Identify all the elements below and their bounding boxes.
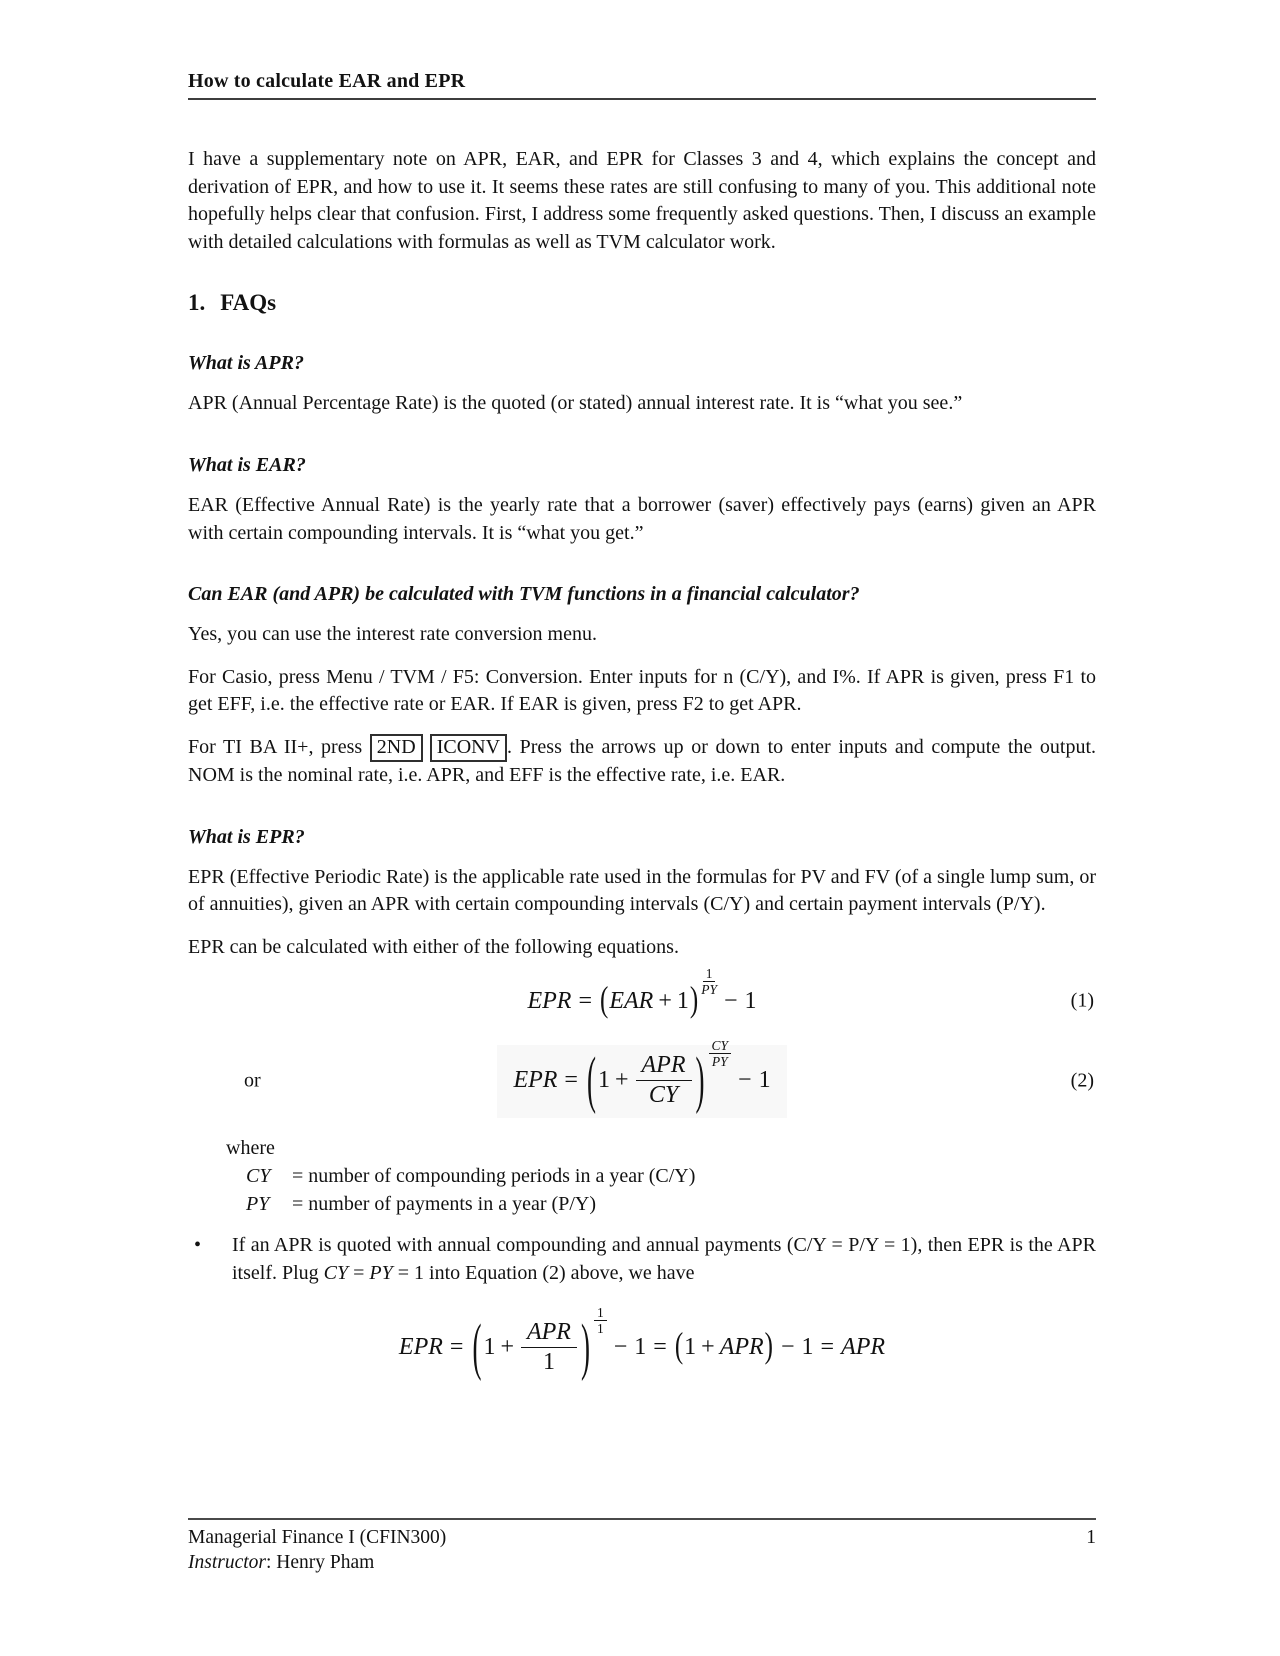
math-one: 1 [597, 1066, 610, 1093]
math-var-apr: APR [719, 1333, 764, 1360]
math-plus: + [614, 1066, 629, 1093]
math-one: 1 [483, 1333, 496, 1360]
faq-answer-ear: EAR (Effective Annual Rate) is the yearly rate that a borrower (saver) effectively pays (earns) given an APR with certain compounding intervals. It is “what you get.” [188, 493, 1096, 544]
section-heading [188, 290, 1096, 316]
equation-2-body [497, 1037, 786, 1118]
math-plus: + [500, 1333, 514, 1360]
footer-instructor-label: Instructor [188, 1552, 266, 1573]
math-one: 1 [684, 1333, 697, 1360]
bullet-icon: • [194, 1234, 202, 1257]
exponent-numerator: CY [709, 1038, 732, 1054]
key-iconv-box: ICONV [430, 734, 507, 762]
footer-row-instructor [188, 1550, 1096, 1575]
math-minus: − [613, 1333, 628, 1360]
math-one: 1 [758, 1066, 771, 1093]
math-var-py: PY [369, 1261, 393, 1284]
answer-epr-definition: EPR (Effective Periodic Rate) is the applicable rate used in the formulas for PV and FV (of a single lump sum, or of annuities), given an APR with certain compounding intervals (C/Y) and certain payment intervals (P/Y). [188, 865, 1096, 916]
fraction-numerator: APR [521, 1319, 577, 1348]
section-title: FAQs [220, 290, 277, 316]
key-2nd-box: 2ND [370, 734, 423, 762]
equation-3 [188, 1299, 1096, 1395]
equation-1 [188, 965, 1096, 1033]
exponent-numerator: 1 [703, 966, 716, 982]
math-var-epr: EPR [513, 1066, 558, 1093]
math-one: 1 [676, 987, 689, 1014]
intro-paragraph: I have a supplementary note on APR, EAR, and EPR for Classes 3 and 4, which explains the concept and derivation of EPR, and how to use it. It seems these rates are still confusing to many of you. This additional note hopefully helps clear that confusion. First, I address some frequently asked questions. Then, I discuss an example with detailed calculations with formulas as well as TVM calculator work. [188, 148, 1096, 253]
math-one: 1 [744, 987, 757, 1014]
exponent-denominator: PY [711, 1053, 728, 1069]
document-title: How to calculate EAR and EPR [188, 70, 466, 92]
footer-instructor-name: : Henry Pham [266, 1552, 375, 1573]
exponent-fraction [701, 966, 717, 997]
paren-close: ) [695, 1043, 705, 1115]
definition-cy [246, 1163, 1096, 1191]
footer-course: Managerial Finance I (CFIN300) [188, 1527, 447, 1548]
math-equals: = [578, 987, 593, 1014]
document-header [188, 70, 1096, 100]
equation-1-number: (1) [1070, 989, 1094, 1012]
paren-open: ( [674, 1326, 684, 1367]
equation-2 [188, 1037, 1096, 1125]
bullet-item [188, 1232, 1096, 1287]
math-var-ear: EAR [609, 987, 654, 1014]
equation-2-number: (2) [1070, 1069, 1094, 1092]
math-plus: + [658, 987, 672, 1014]
answer-casio: For Casio, press Menu / TVM / F5: Conversion. Enter inputs for n (C/Y), and I%. If APR is given, press F1 to get EFF, i.e. the effective rate or EAR. If EAR is given, press F2 to get APR. [188, 665, 1096, 716]
definition-text: = number of compounding periods in a year (C/Y) [292, 1164, 696, 1187]
definition-symbol: CY [246, 1164, 271, 1187]
section-number: 1. [188, 290, 206, 316]
math-equals: = [564, 1066, 578, 1093]
math-plus: + [701, 1333, 715, 1360]
fraction-apr-1 [521, 1319, 577, 1376]
fraction-denominator: CY [648, 1081, 679, 1108]
bullet-text [232, 1232, 1096, 1287]
math-equals: = [449, 1333, 464, 1360]
answer-epr-equations-intro: EPR can be calculated with either of the following equations. [188, 935, 679, 958]
faq-answer-apr: APR (Annual Percentage Rate) is the quoted (or stated) annual interest rate. It is “what you see.” [188, 392, 963, 415]
fraction-apr-cy [636, 1052, 692, 1109]
faq-question-calculator: Can EAR (and APR) be calculated with TVM functions in a financial calculator? [188, 583, 860, 606]
exponent-denominator: PY [701, 981, 717, 997]
exponent-numerator: 1 [594, 1305, 607, 1321]
paren-open: ( [586, 1043, 596, 1115]
bullet-text-mid: = [348, 1261, 370, 1284]
answer-ti-post: . Press the arrows up or down to enter inputs and compute the output. NOM is the nominal rate, i.e. APR, and EFF is the effective rate, i.e. EAR. [188, 735, 1097, 786]
paren-close: ) [580, 1310, 590, 1382]
or-label: or [244, 1069, 261, 1092]
math-var-cy: CY [323, 1261, 349, 1284]
math-one: 1 [634, 1333, 647, 1360]
faq-question-epr: What is EPR? [188, 825, 305, 848]
bullet-text-post: = 1 into Equation (2) above, we have [392, 1261, 695, 1284]
fraction-numerator: APR [636, 1052, 692, 1081]
math-minus: − [738, 1066, 752, 1093]
math-var-apr: APR [841, 1333, 886, 1360]
faq-question-apr: What is APR? [188, 352, 304, 375]
paren-close: ) [689, 981, 699, 1021]
exponent-fraction [594, 1305, 607, 1336]
footer-page-number: 1 [1086, 1527, 1096, 1548]
bullet-text-pre: If an APR is quoted with annual compounding and annual payments (C/Y = P/Y = 1), then EPR is the APR itself. Plug [232, 1234, 1096, 1284]
fraction-denominator: 1 [542, 1348, 555, 1375]
math-minus: − [781, 1333, 795, 1360]
exponent-denominator: 1 [596, 1320, 604, 1336]
math-minus: − [723, 987, 738, 1014]
math-equals: = [653, 1333, 667, 1360]
math-var-epr: EPR [527, 987, 572, 1014]
definition-text: = number of payments in a year (P/Y) [292, 1192, 596, 1215]
paren-open: ( [472, 1310, 482, 1382]
footer-row-course [188, 1525, 1096, 1550]
math-equals: = [820, 1333, 835, 1360]
exponent-fraction [709, 1038, 732, 1069]
where-label: where [226, 1137, 275, 1160]
answer-conversion-menu: Yes, you can use the interest rate conversion menu. [188, 623, 597, 646]
definition-symbol: PY [246, 1192, 270, 1215]
paren-close: ) [764, 1326, 773, 1367]
answer-ti-pre: For TI BA II+, press [188, 735, 370, 758]
paren-open: ( [600, 981, 609, 1021]
definition-py [246, 1191, 1096, 1219]
equation-3-body [398, 1304, 886, 1382]
document-footer [188, 1518, 1096, 1575]
faq-question-ear: What is EAR? [188, 453, 306, 476]
math-var-epr: EPR [398, 1333, 443, 1360]
math-one: 1 [801, 1333, 814, 1360]
equation-1-body [527, 965, 757, 1021]
answer-ti [188, 734, 1096, 790]
